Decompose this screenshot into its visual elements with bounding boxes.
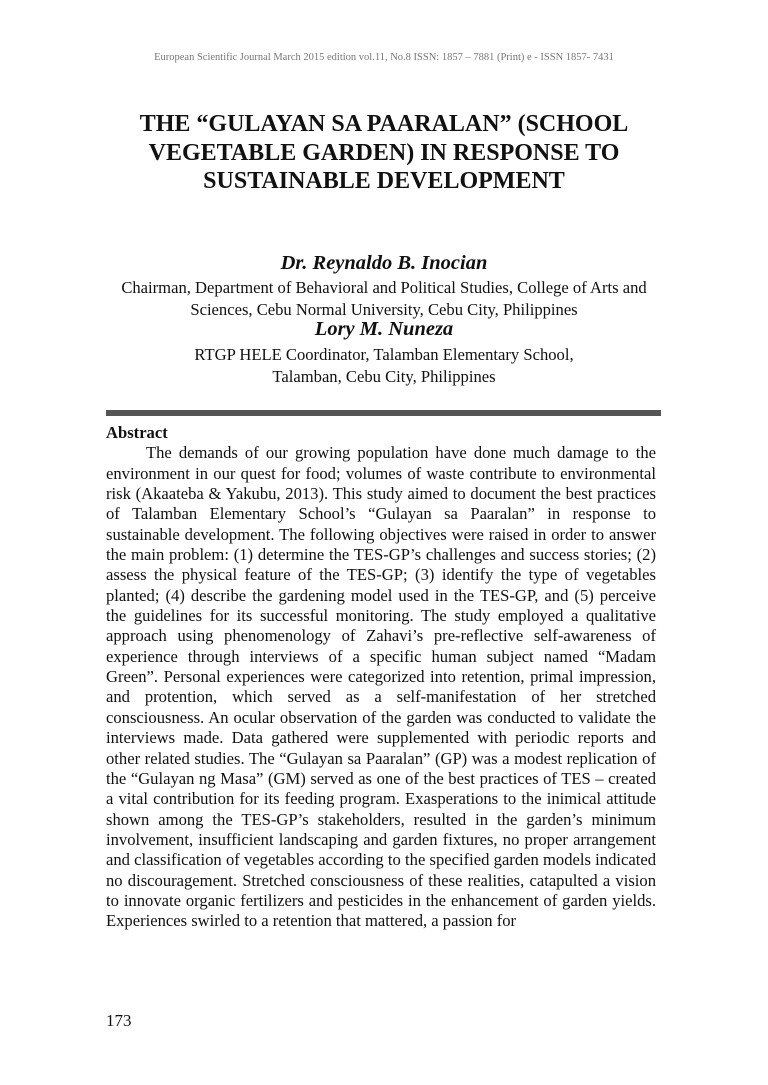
author-name-1: Dr. Reynaldo B. Inocian: [280, 252, 488, 274]
abstract-heading: Abstract: [106, 423, 168, 442]
author-name-2: Lory M. Nuneza: [314, 318, 454, 340]
abstract-body: The demands of our growing population have done much damage to the environment in our quest for food; volumes of waste contribute to environmental risk (Akaateba & Yakubu, 2013). This study aimed to document the best practices of Talamban Elementary School’s “Gulayan sa Paaralan” in response to sustainable development. The following objectives were raised in order to answer the main problem: (1) determine the TES-GP’s challenges and success stories; (2) assess the physical feature of the TES-GP; (3) identify the type of vegetables planted; (4) describe the gardening model used in the TES-GP, and (5) perceive the guidelines for its successful monitoring. The study employed a qualitative approach using phenomenology of Zahavi’s pre-reflective self-awareness of experience through interviews of a specific human subject named “Madam Green”. Personal experiences were categorized into retention, primal impression, and protention, which served as a self-manifestation of her stretched consciousness. An ocular observation of the garden was conducted to validate the interviews made. Data gathered were supplemented with periodic reports and other related studies. The “Gulayan sa Paaralan” (GP) was a modest replication of the “Gulayan ng Masa” (GM) served as one of the best practices of TES – created a vital contribution for its feeding program. Exasperations to the inimical attitude shown among the TES-GP’s stakeholders, resulted in the garden’s minimum involvement, insufficient landscaping and garden fixtures, no proper arrangement and classification of vegetables according to the specified garden models indicated no discouragement. Stretched consciousness of these realities, catapulted a vision to innovate organic fertilizers and pesticides in the enhancement of garden yields. Experiences swirled to a retention that mattered, a passion for: [106, 443, 656, 931]
page-number: 173: [106, 1011, 132, 1030]
running-header: European Scientific Journal March 2015 edition vol.11, No.8 ISSN: 1857 – 7881 (Print) e - ISSN 1857- 7431: [154, 52, 614, 63]
author-affiliation-1: Chairman, Department of Behavioral and Political Studies, College of Arts and Sciences, Cebu Normal University, Cebu City, Philippines: [121, 278, 647, 319]
paper-title: THE “GULAYAN SA PAARALAN” (SCHOOL VEGETABLE GARDEN) IN RESPONSE TO SUSTAINABLE DEVELOPMENT: [139, 111, 629, 194]
section-divider: [106, 410, 661, 416]
author-affiliation-2: RTGP HELE Coordinator, Talamban Elementary School, Talamban, Cebu City, Philippines: [194, 345, 574, 386]
abstract-section: [106, 423, 656, 932]
